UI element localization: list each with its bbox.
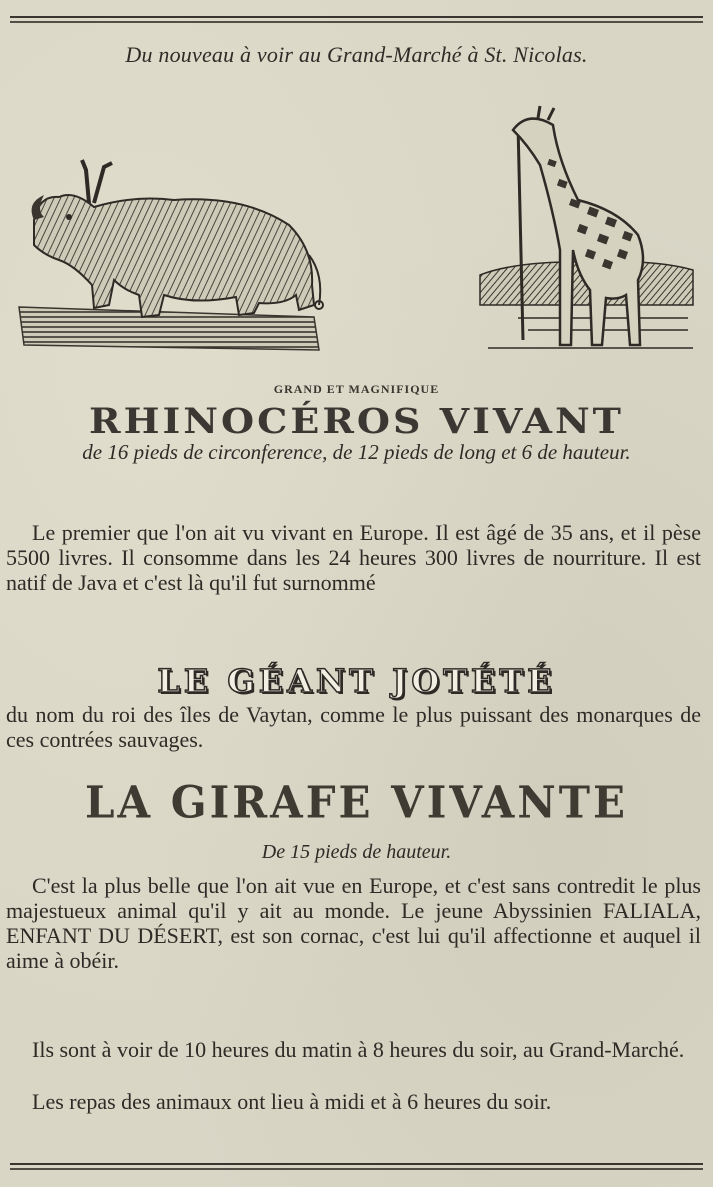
- bottom-double-rule: [10, 1163, 703, 1171]
- nickname-description: du nom du roi des îles de Vaytan, comme le plus puissant des monarques de ces contrées sauvages.: [6, 702, 701, 752]
- kicker-headline: Du nouveau à voir au Grand-Marché à St. Nicolas.: [125, 42, 588, 67]
- rhino-dimensions: de 16 pieds de circonference, de 12 pieds de long et 6 de hauteur.: [82, 440, 631, 464]
- giraffe-title: LA GIRAFE VIVANTE: [84, 776, 628, 829]
- giraffe-height: De 15 pieds de hauteur.: [261, 841, 452, 863]
- feeding-times: Les repas des animaux ont lieu à midi et à 6 heures du soir.: [32, 1089, 552, 1114]
- rhino-overline: GRAND ET MAGNIFIQUE: [273, 382, 440, 396]
- viewing-hours: Ils sont à voir de 10 heures du matin à 8 heures du soir, au Grand-Marché.: [32, 1037, 685, 1062]
- rhinoceros-illustration: [14, 155, 329, 355]
- giraffe-illustration: [478, 100, 700, 355]
- rhino-title: RHINOCÉROS VIVANT: [89, 399, 624, 442]
- giraffe-description: C'est la plus belle que l'on ait vue en Europe, et c'est sans contredit le plus majestueux animal qu'il y ait au monde. Le jeune Abyssinien FALIALA, ENFANT DU DÉSERT, est son cornac, c'est lui qu'il affectionne et auquel il aime à obéir.: [6, 873, 701, 973]
- top-double-rule: [10, 16, 703, 24]
- rhino-description: Le premier que l'on ait vu vivant en Europe. Il est âgé de 35 ans, et il pèse 5500 livres. Il consomme dans les 24 heures 300 livres de nourriture. Il est natif de Java et c'est là qu'il fut surnommé: [6, 520, 701, 595]
- nickname-title: LE GÉANT JOTÉTÉ: [157, 662, 556, 700]
